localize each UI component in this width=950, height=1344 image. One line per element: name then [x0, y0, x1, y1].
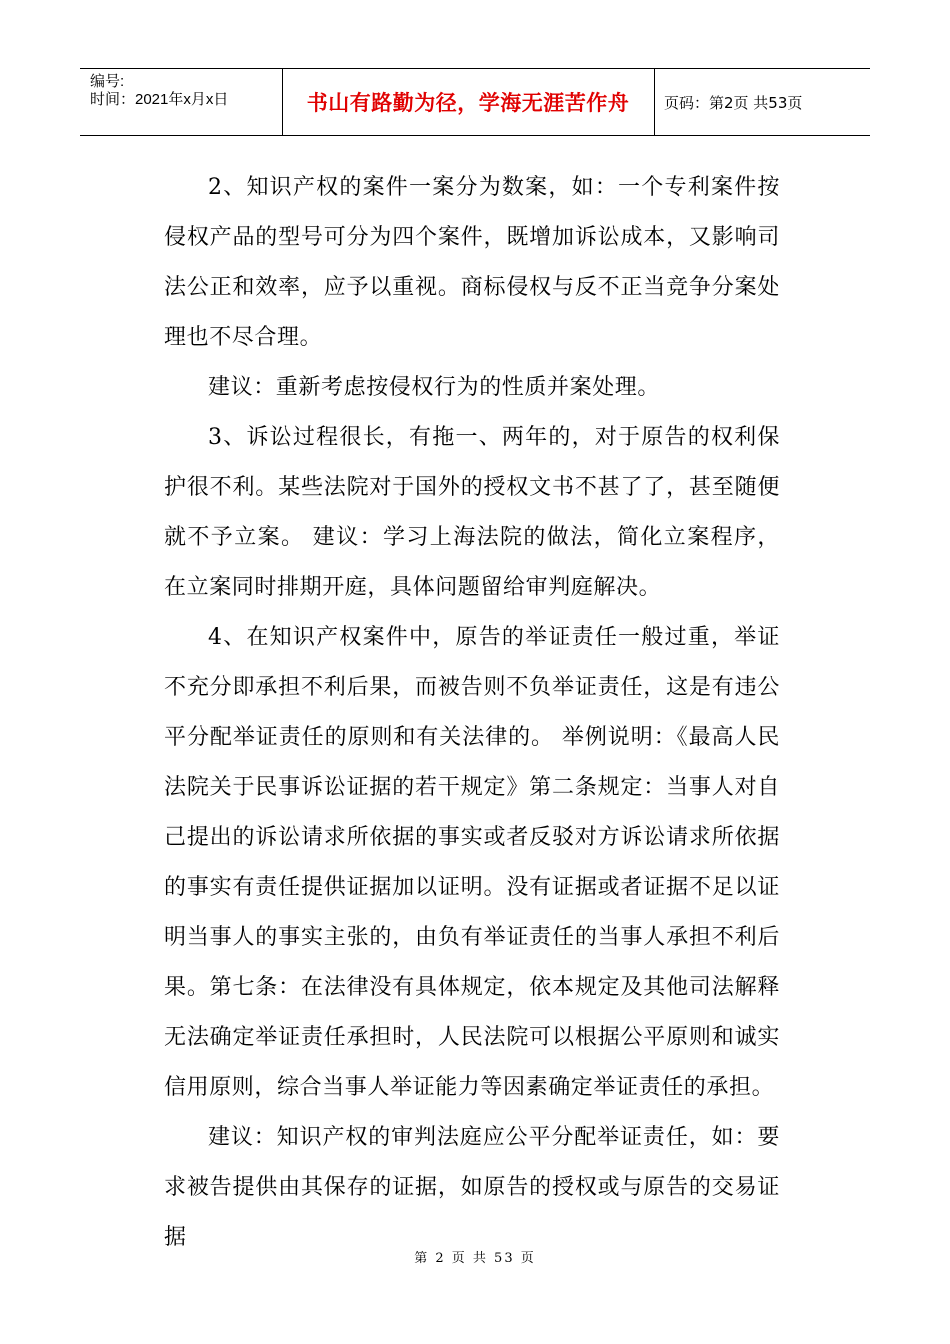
header-meta [80, 69, 283, 135]
header-motto: 书山有路勤为径，学海无涯苦作舟 [282, 69, 655, 135]
paragraph-1: 2、知识产权的案件一案分为数案，如：一个专利案件按侵权产品的型号可分为四个案件，既增加诉讼成本，又影响司法公正和效率，应予以重视。商标侵权与反不正当竞争分案处理也不尽合理。 [164, 175, 780, 350]
page-header [80, 68, 870, 136]
header-page-info: 页码：第2页 共53页 [664, 93, 803, 112]
document-body [164, 163, 780, 1263]
paragraph-2: 建议：重新考虑按侵权行为的性质并案处理。 [208, 375, 661, 400]
paragraph-3: 3、诉讼过程很长，有拖一、两年的，对于原告的权利保护很不利。某些法院对于国外的授权文书不甚了了，甚至随便就不予立案。 建议：学习上海法院的做法，简化立案程序，在立案同时排期开庭，具体问题留给审判庭解决。 [164, 425, 780, 600]
paragraph-4: 4、在知识产权案件中，原告的举证责任一般过重，举证不充分即承担不利后果，而被告则不负举证责任，这是有违公平分配举证责任的原则和有关法律的。 举例说明：《最高人民法院关于民事诉讼证据的若干规定》第二条规定：当事人对自己提出的诉讼请求所依据的事实或者反驳对方诉讼请求所依据的事实有责任提供证据加以证明。没有证据或者证据不足以证明当事人的事实主张的，由负有举证责任的当事人承担不利后果。第七条：在法律没有具体规定，依本规定及其他司法解释无法确定举证责任承担时，人民法院可以根据公平原则和诚实信用原则，综合当事人举证能力等因素确定举证责任的承担。 [164, 625, 780, 1100]
document-date: 时间：2021年x月x日 [90, 91, 229, 108]
paragraph-5: 建议：知识产权的审判法庭应公平分配举证责任，如：要求被告提供由其保存的证据，如原告的授权或与原告的交易证据 [164, 1125, 780, 1250]
document-number-label: 编号: [90, 73, 125, 90]
page-footer: 第 2 页 共 53 页 [414, 1251, 536, 1266]
